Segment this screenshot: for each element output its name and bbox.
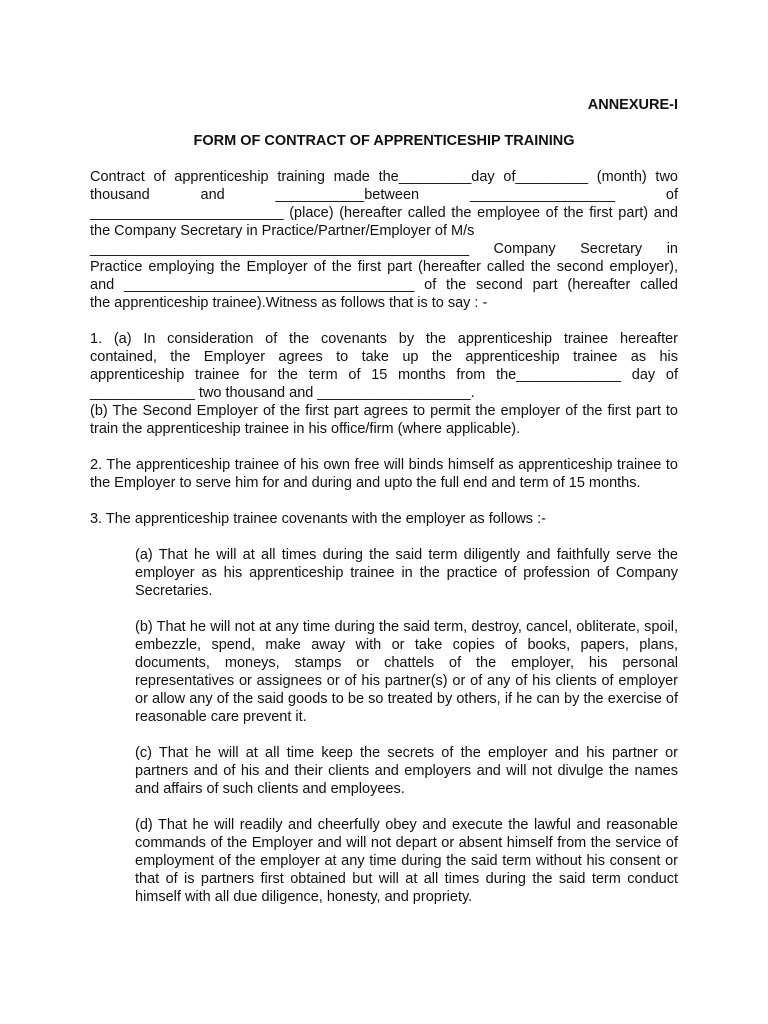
intro-line: Contract of apprenticeship training made the_________day of_________ (month) two bbox=[90, 169, 678, 185]
intro-line: and ____________________________________ of the second part (hereafter called bbox=[90, 277, 678, 293]
clause-2: 2. The apprenticeship trainee of his own free will binds himself as apprenticeship trainee to the Employer to serve him for and during and upto the full end and term of 15 months. bbox=[90, 457, 678, 491]
clause-3d: (d) That he will readily and cheerfully obey and execute the lawful and reasonable commands of the Employer and will not depart or absent himself from the service of employment of the employer at any time during the said term without his consent or that of is partners first obtained but will at all times during the said term conduct himself with all due diligence, honesty, and propriety. bbox=[135, 817, 678, 905]
clause-3: 3. The apprenticeship trainee covenants with the employer as follows :- bbox=[90, 511, 546, 527]
clause-1a-line: _____________ two thousand and ___________________. bbox=[90, 385, 475, 401]
clause-1a-line: 1. (a) In consideration of the covenants by the apprenticeship trainee hereafter bbox=[90, 331, 678, 347]
clause-1a-line: contained, the Employer agrees to take up the apprenticeship trainee as his bbox=[90, 349, 678, 365]
document-title: FORM OF CONTRACT OF APPRENTICESHIP TRAINING bbox=[193, 133, 575, 149]
intro-line: the Company Secretary in Practice/Partner/Employer of M/s bbox=[90, 223, 475, 239]
intro-line: ________________________ (place) (hereafter called the employee of the first part) and bbox=[90, 205, 678, 221]
intro-line: the apprenticeship trainee).Witness as follows that is to say : - bbox=[90, 295, 488, 311]
clause-1a-line: apprenticeship trainee for the term of 15 months from the_____________ day of bbox=[90, 367, 678, 383]
clause-3c: (c) That he will at all time keep the secrets of the employer and his partner or partners and of his and their clients and employers and will not divulge the names and affairs of such clients and employees. bbox=[135, 745, 678, 797]
intro-line: _______________________________________________ Company Secretary in bbox=[90, 241, 678, 257]
clause-3a: (a) That he will at all times during the said term diligently and faithfully serve the employer as his apprenticeship trainee in the practice of profession of Company Secretaries. bbox=[135, 547, 678, 599]
clause-1b: (b) The Second Employer of the first part agrees to permit the employer of the first part to train the apprenticeship trainee in his office/firm (where applicable). bbox=[90, 403, 678, 437]
annexure-label: ANNEXURE-I bbox=[587, 97, 678, 113]
contract-intro-paragraph bbox=[90, 168, 678, 312]
intro-line: thousand and ___________between __________________ of bbox=[90, 187, 678, 203]
intro-line: Practice employing the Employer of the first part (hereafter called the second employer), bbox=[90, 259, 678, 275]
clause-3b: (b) That he will not at any time during the said term, destroy, cancel, obliterate, spoil, embezzle, spend, make away with or take copies of books, papers, plans, documents, moneys, stamps or chattels of the employer, his personal representatives or assignees or of his partner(s) or of any of his clients of employer or allow any of the said goods to be so treated by others, if he can by the exercise of reasonable care prevent it. bbox=[135, 619, 678, 725]
clause-1a bbox=[90, 330, 678, 402]
document-page bbox=[90, 96, 678, 924]
